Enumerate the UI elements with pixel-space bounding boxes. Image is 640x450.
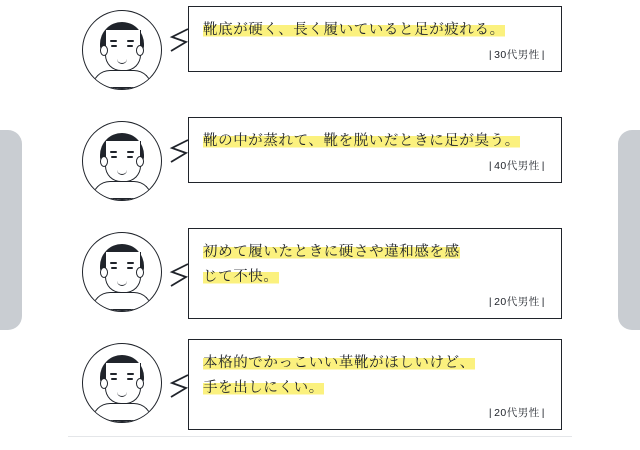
attribution: [203, 294, 547, 309]
torso-shape: [92, 292, 152, 312]
page-edge-right: [618, 130, 640, 330]
eyebrow-left: [110, 262, 117, 264]
ear-right: [136, 45, 144, 56]
attribution: [203, 158, 547, 173]
bar-left: |: [488, 49, 493, 61]
quote-line: [203, 129, 547, 154]
bar-right: |: [541, 296, 545, 308]
ear-left: [100, 156, 108, 167]
eyebrow-right: [127, 151, 134, 153]
attribution-text: 20代男性: [494, 296, 540, 308]
quote-text: 手を出しにくい。: [203, 380, 324, 396]
speech-bubble: [188, 6, 562, 72]
torso-shape: [92, 181, 152, 201]
quote-list: [82, 6, 562, 450]
quote-line: [203, 376, 547, 401]
quote-text: じて不快。: [203, 269, 279, 285]
eyebrow-left: [110, 151, 117, 153]
page-edge-left: [0, 130, 22, 330]
eye-left: [111, 267, 117, 269]
list-item: [82, 117, 562, 228]
quote-text: 本格的でかっこいい革靴がほしいけど、: [203, 355, 475, 371]
collar-shape: [105, 309, 139, 312]
speech-bubble-wrapper: [188, 6, 562, 72]
bar-left: |: [488, 160, 493, 172]
speech-tail-icon: [169, 263, 189, 287]
quote-line: [203, 18, 547, 43]
list-item: [82, 6, 562, 117]
bar-left: |: [488, 407, 493, 419]
speech-bubble: [188, 117, 562, 183]
eyebrow-right: [127, 262, 134, 264]
speech-tail-icon: [169, 28, 189, 52]
eyebrow-left: [110, 40, 117, 42]
avatar: [82, 121, 162, 201]
quote-line: [203, 351, 547, 376]
eye-right: [127, 267, 133, 269]
bar-right: |: [541, 49, 545, 61]
ear-left: [100, 378, 108, 389]
list-item: [82, 339, 562, 450]
quote-line: [203, 265, 547, 290]
torso-shape: [92, 70, 152, 90]
attribution-text: 40代男性: [494, 160, 540, 172]
eyebrow-right: [127, 373, 134, 375]
ear-right: [136, 378, 144, 389]
ear-left: [100, 267, 108, 278]
collar-shape: [105, 198, 139, 201]
speech-bubble-wrapper: [188, 228, 562, 319]
avatar: [82, 232, 162, 312]
speech-bubble-wrapper: [188, 339, 562, 430]
collar-shape: [105, 420, 139, 423]
speech-bubble: [188, 339, 562, 430]
quote-line: [203, 240, 547, 265]
ear-left: [100, 45, 108, 56]
bar-right: |: [541, 160, 545, 172]
speech-bubble-wrapper: [188, 117, 562, 183]
eye-right: [127, 378, 133, 380]
collar-shape: [105, 87, 139, 90]
attribution: [203, 405, 547, 420]
attribution-text: 30代男性: [494, 49, 540, 61]
eye-left: [111, 156, 117, 158]
quote-text: 初めて履いたときに硬さや違和感を感: [203, 244, 460, 260]
eye-left: [111, 45, 117, 47]
attribution: [203, 47, 547, 62]
eyebrow-left: [110, 373, 117, 375]
divider: [68, 436, 572, 437]
eye-left: [111, 378, 117, 380]
speech-tail-icon: [169, 374, 189, 398]
ear-right: [136, 156, 144, 167]
list-item: [82, 228, 562, 339]
avatar: [82, 343, 162, 423]
eye-right: [127, 156, 133, 158]
slide-sheet: [22, 0, 618, 449]
eye-right: [127, 45, 133, 47]
bar-right: |: [541, 407, 545, 419]
attribution-text: 20代男性: [494, 407, 540, 419]
quote-text: 靴底が硬く、長く履いていると足が疲れる。: [203, 22, 505, 38]
ear-right: [136, 267, 144, 278]
speech-tail-icon: [169, 139, 189, 163]
speech-bubble: [188, 228, 562, 319]
bar-left: |: [488, 296, 493, 308]
eyebrow-right: [127, 40, 134, 42]
avatar: [82, 10, 162, 90]
torso-shape: [92, 403, 152, 423]
quote-text: 靴の中が蒸れて、靴を脱いだときに足が臭う。: [203, 133, 520, 149]
